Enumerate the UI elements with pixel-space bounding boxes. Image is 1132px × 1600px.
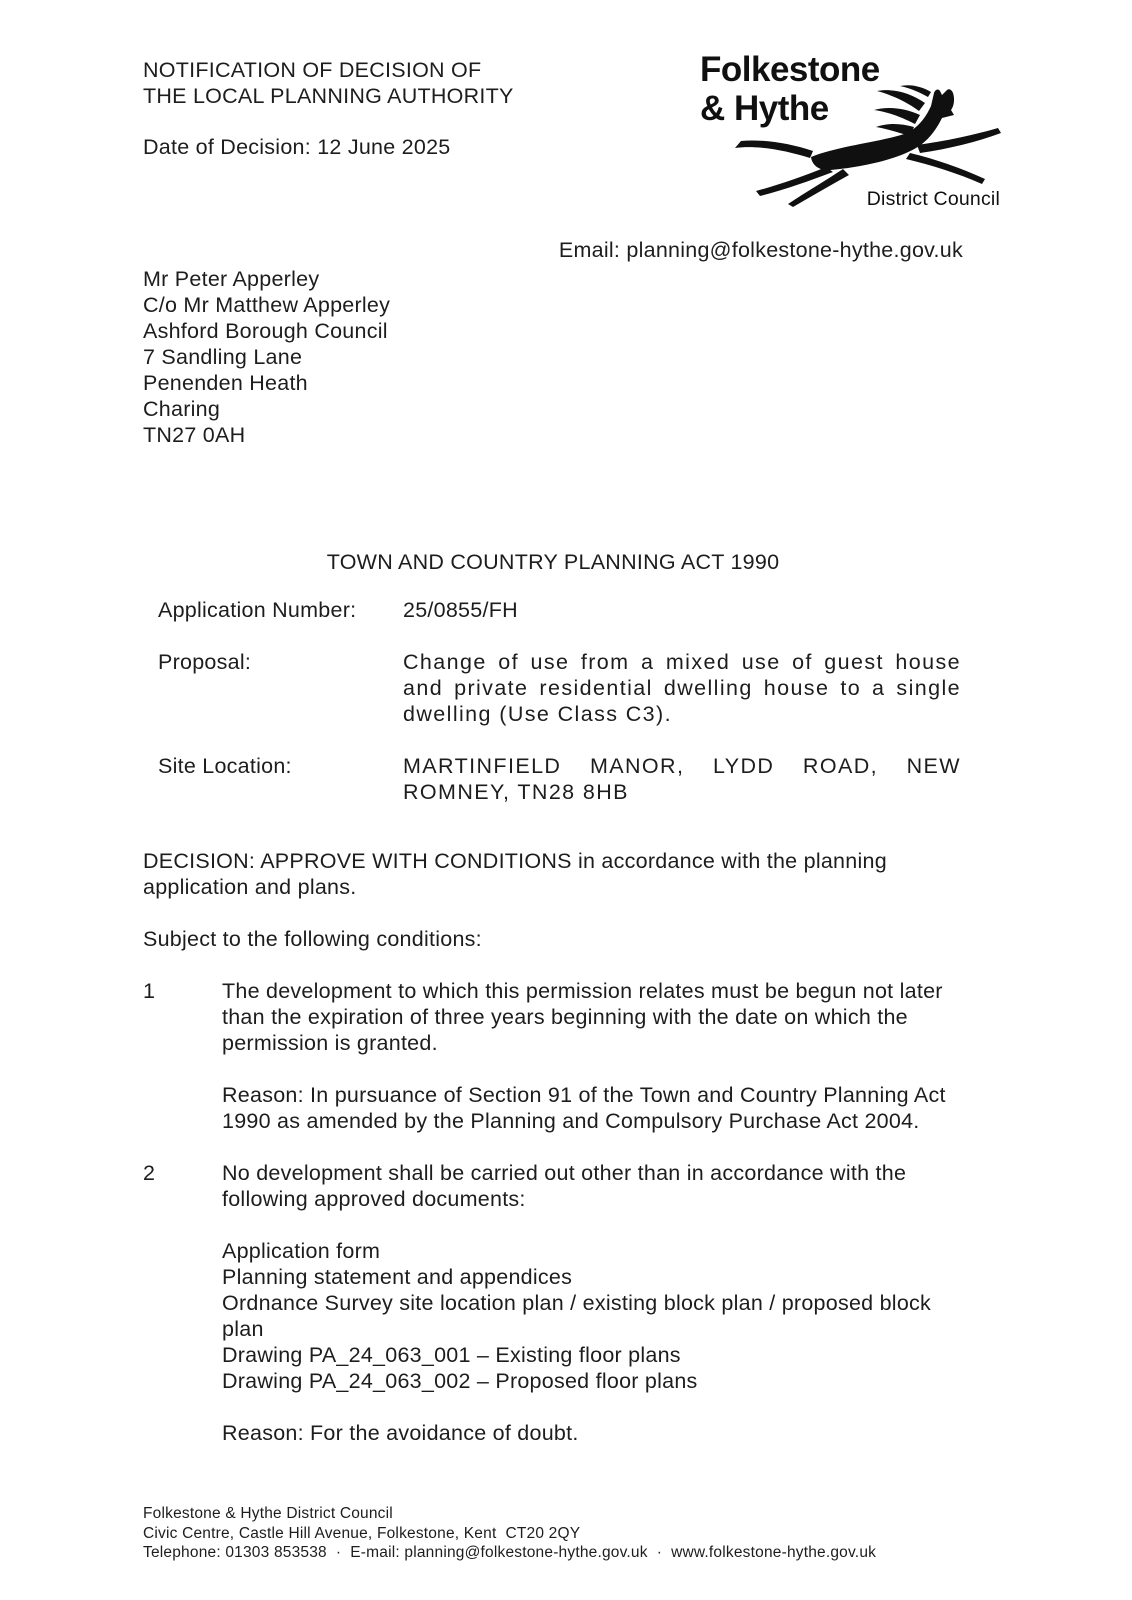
document-title-line2: THE LOCAL PLANNING AUTHORITY [143, 84, 514, 108]
footer-council-name: Folkestone & Hythe District Council [143, 1505, 393, 1522]
council-logo [676, 50, 1010, 216]
logo-wordmark-line2: & Hythe [700, 89, 829, 128]
approved-document: Drawing PA_24_063_001 – Existing floor plans [222, 1343, 681, 1367]
site-location-label: Site Location: [158, 754, 292, 778]
document-title [143, 57, 514, 109]
document-title-line1: NOTIFICATION OF DECISION OF [143, 58, 482, 82]
proposal-label: Proposal: [158, 650, 252, 674]
contact-email: Email: planning@folkestone-hythe.gov.uk [558, 238, 963, 262]
application-number-row [158, 597, 964, 623]
decision-statement: DECISION: APPROVE WITH CONDITIONS in accordance with the planning application and plans. [143, 849, 887, 899]
condition-1-body [222, 978, 963, 1134]
recipient-line: Ashford Borough Council [143, 319, 388, 343]
condition-2-text: No development shall be carried out other than in accordance with the following approved documents: [222, 1161, 907, 1211]
decision-date: Date of Decision: 12 June 2025 [143, 135, 451, 159]
condition-2 [143, 1160, 963, 1446]
condition-2-reason: Reason: For the avoidance of doubt. [222, 1421, 579, 1445]
recipient-line: TN27 0AH [143, 423, 246, 447]
condition-1-text: The development to which this permission relates must be begun not later than the expiration of three years beginning with the date on which the permission is granted. [222, 979, 943, 1055]
recipient-line: C/o Mr Matthew Apperley [143, 293, 391, 317]
approved-document: Planning statement and appendices [222, 1265, 573, 1289]
recipient-line: 7 Sandling Lane [143, 345, 303, 369]
conditions-intro: Subject to the following conditions: [143, 927, 482, 951]
condition-2-body [222, 1160, 963, 1446]
condition-1-number: 1 [143, 979, 156, 1003]
approved-documents-list [222, 1238, 963, 1394]
approved-document: Ordnance Survey site location plan / existing block plan / proposed block plan [222, 1291, 932, 1341]
recipient-line: Charing [143, 397, 221, 421]
approved-document: Drawing PA_24_063_002 – Proposed floor plans [222, 1369, 698, 1393]
approved-document: Application form [222, 1239, 381, 1263]
condition-2-number: 2 [143, 1161, 156, 1185]
condition-1 [143, 978, 963, 1134]
recipient-line: Penenden Heath [143, 371, 308, 395]
recipient-address [143, 266, 390, 448]
site-location-value: MARTINFIELD MANOR, LYDD ROAD, NEW ROMNEY, TN28 8HB [403, 754, 961, 804]
application-number-label: Application Number: [158, 598, 357, 622]
footer-address: Civic Centre, Castle Hill Avenue, Folkestone, Kent CT20 2QY [143, 1524, 581, 1542]
footer [143, 1504, 876, 1563]
proposal-value: Change of use from a mixed use of guest house and private residential dwelling house to a single dwelling (Use Class C3). [403, 650, 961, 726]
proposal-row [158, 649, 964, 727]
condition-1-reason: Reason: In pursuance of Section 91 of the Town and Country Planning Act 1990 as amended by the Planning and Compulsory Purchase Act 2004. [222, 1083, 946, 1133]
decision-body [143, 848, 963, 1472]
site-location-row [158, 753, 964, 805]
act-heading: TOWN AND COUNTRY PLANNING ACT 1990 [326, 550, 780, 574]
footer-contact-details: Telephone: 01303 853538 · E-mail: planning@folkestone-hythe.gov.uk · www.folkestone-hythe.gov.uk [143, 1544, 877, 1561]
recipient-line: Mr Peter Apperley [143, 267, 320, 291]
logo-wordmark-line1: Folkestone [700, 50, 880, 89]
application-details [158, 597, 964, 805]
logo-subtitle: District Council [866, 188, 1000, 210]
application-number-value: 25/0855/FH [403, 598, 518, 622]
